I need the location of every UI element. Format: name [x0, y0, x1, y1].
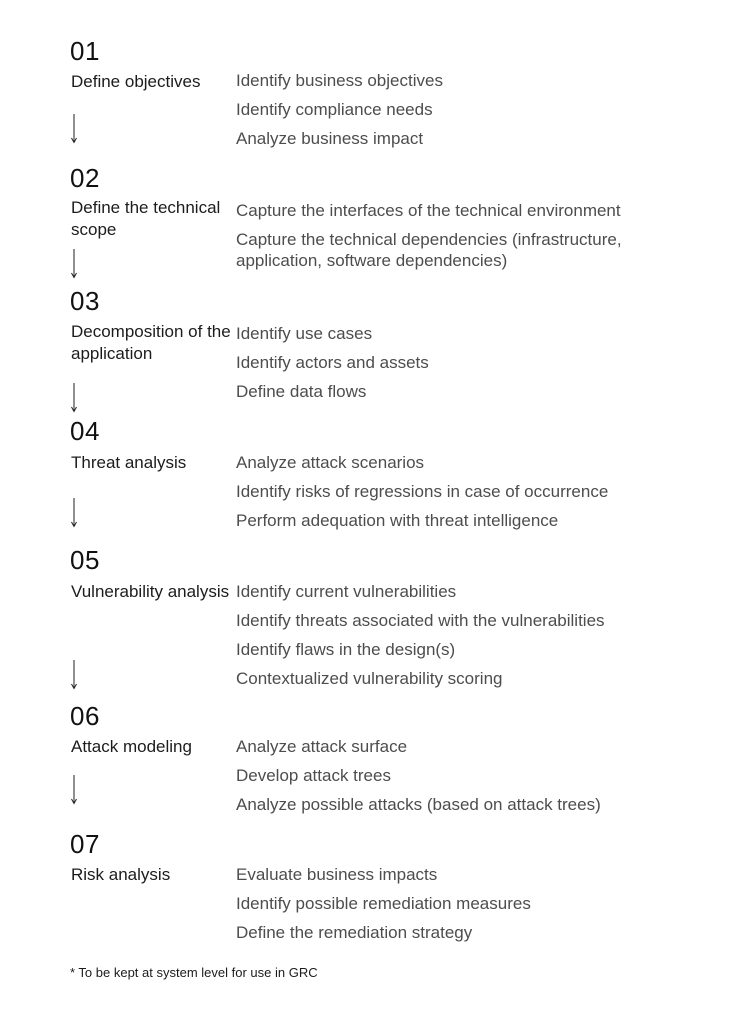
step-title: Threat analysis	[71, 453, 187, 472]
step-activity: Analyze possible attacks (based on attack trees)	[236, 795, 601, 814]
step-activity: Define data flows	[236, 382, 367, 401]
down-arrow-icon	[71, 660, 77, 690]
step-activity: Evaluate business impacts	[236, 865, 438, 884]
down-arrow-icon	[71, 114, 77, 144]
step-number: 06	[70, 701, 100, 731]
step-activity: Analyze attack scenarios	[236, 453, 425, 472]
step-title: Risk analysis	[71, 865, 171, 884]
down-arrow-icon	[71, 383, 77, 413]
step-activity-list	[236, 736, 676, 823]
step-title: Define objectives	[71, 72, 201, 91]
step-number: 01	[70, 36, 100, 66]
step-activity: Analyze business impact	[236, 129, 424, 148]
step-activity-list	[236, 864, 676, 951]
step-activity: Identify risks of regressions in case of occurrence	[236, 482, 609, 501]
step-title: Attack modeling	[71, 737, 192, 756]
step-activity-list	[236, 323, 676, 410]
step-title: Define the technical scope	[71, 198, 221, 239]
step-activity-list	[236, 581, 676, 697]
step-title: Decomposition of the application	[71, 322, 231, 363]
step-activity: Perform adequation with threat intelligence	[236, 511, 559, 530]
step-number: 02	[70, 163, 100, 193]
step-activity: Define the remediation strategy	[236, 923, 473, 942]
step-number: 07	[70, 829, 100, 859]
step-activity: Develop attack trees	[236, 766, 391, 785]
footnote: * To be kept at system level for use in GRC	[70, 965, 318, 980]
step-activity: Contextualized vulnerability scoring	[236, 669, 503, 688]
step-activity-list	[236, 200, 676, 279]
step-activity: Identify possible remediation measures	[236, 894, 531, 913]
step-activity: Identify business objectives	[236, 71, 443, 90]
step-activity-list	[236, 70, 676, 157]
step-number: 05	[70, 545, 100, 575]
step-number: 03	[70, 286, 100, 316]
step-activity-list	[236, 452, 676, 539]
step-activity: Identify compliance needs	[236, 100, 433, 119]
step-activity: Identify flaws in the design(s)	[236, 640, 456, 659]
step-title: Vulnerability analysis	[71, 582, 230, 601]
down-arrow-icon	[71, 775, 77, 805]
step-activity: Capture the technical dependencies (infrastructure, application, software dependencies)	[236, 230, 622, 270]
step-activity: Identify threats associated with the vulnerabilities	[236, 611, 605, 630]
down-arrow-icon	[71, 498, 77, 528]
step-activity: Capture the interfaces of the technical environment	[236, 201, 621, 220]
down-arrow-icon	[71, 249, 77, 279]
step-activity: Identify actors and assets	[236, 353, 429, 372]
step-activity: Identify use cases	[236, 324, 373, 343]
step-activity: Analyze attack surface	[236, 737, 408, 756]
step-number: 04	[70, 416, 100, 446]
step-activity: Identify current vulnerabilities	[236, 582, 457, 601]
